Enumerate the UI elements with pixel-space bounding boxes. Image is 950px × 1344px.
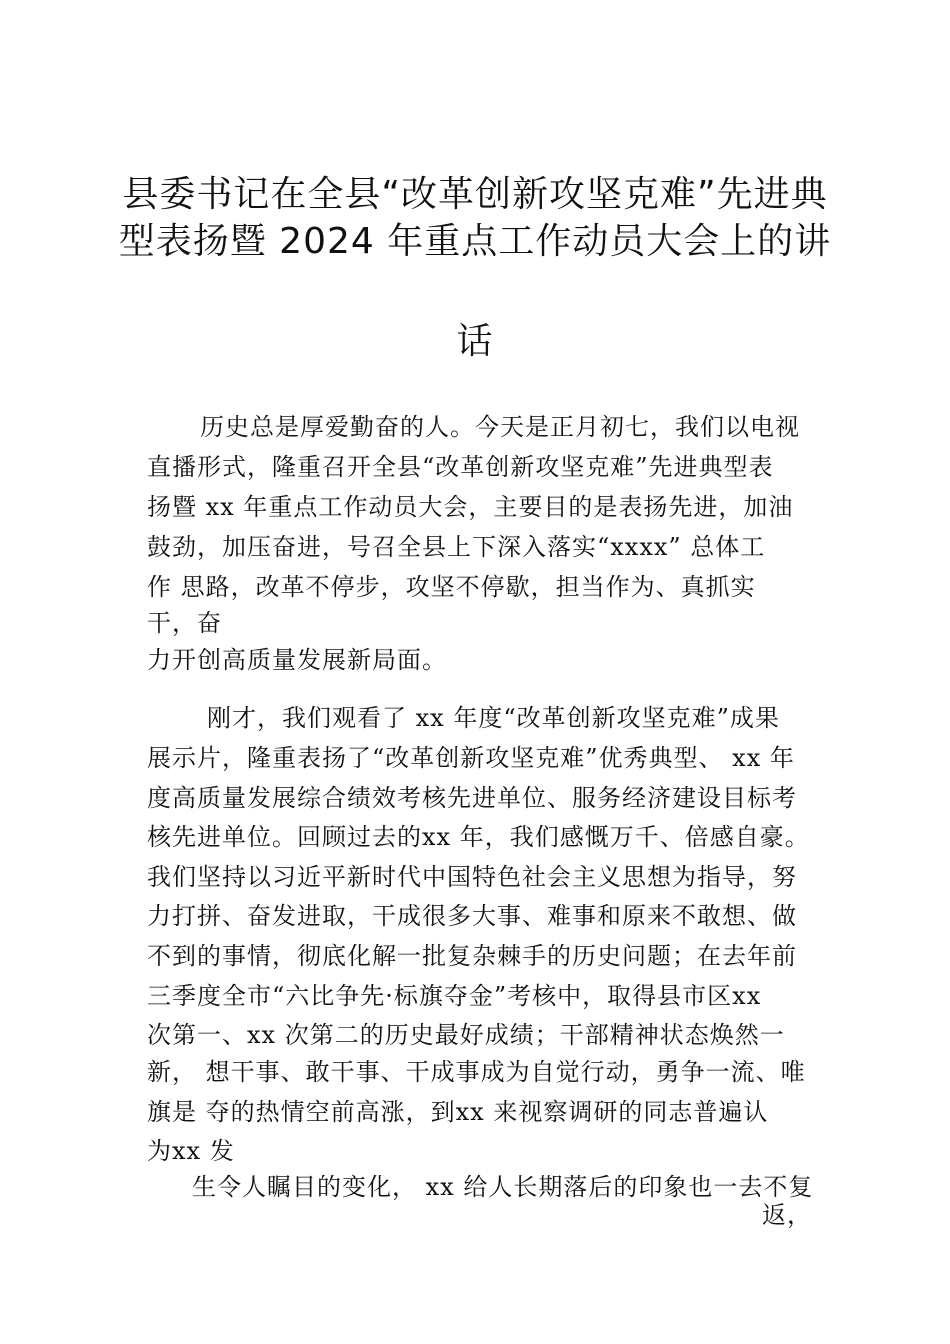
title-line: 型表扬暨 2024 年重点工作动员大会上的讲: [118, 221, 832, 262]
paragraph-line: 力打拼、奋发进取，干成很多大事、难事和原来不敢想、做: [147, 902, 797, 930]
paragraph-line: 为xx 发: [147, 1137, 235, 1165]
paragraph-line: 度高质量发展综合绩效考核先进单位、服务经济建设目标考: [147, 784, 797, 812]
paragraph-line: 刚才，我们观看了 xx 年度“改革创新攻坚克难”成果: [207, 704, 780, 732]
paragraph-line: 鼓劲，加压奋进，号召全县上下深入落实“xxxx” 总体工: [147, 533, 766, 561]
paragraph-line: 新， 想干事、敢干事、干成事成为自觉行动，勇争一流、唯: [147, 1058, 806, 1086]
paragraph-line: 生令人瞩目的变化， xx 给人长期落后的印象也一去不复: [192, 1173, 814, 1201]
paragraph-line: 直播形式，隆重召开全县“改革创新攻坚克难”先进典型表: [147, 453, 774, 481]
paragraph-line: 返，: [762, 1201, 812, 1229]
paragraph-line: 干，奋: [147, 609, 222, 637]
paragraph-line: 核先进单位。回顾过去的xx 年，我们感慨万千、倍感自豪。: [147, 823, 810, 851]
paragraph-line: 扬暨 xx 年重点工作动员大会，主要目的是表扬先进，加油: [147, 493, 794, 521]
paragraph-line: 作 思路，改革不停步，攻坚不停歇，担当作为、真抓实: [147, 573, 756, 601]
paragraph-line: 三季度全市“六比争先·标旗夺金”考核中，取得县市区xx: [147, 982, 762, 1010]
paragraph-line: 力开创高质量发展新局面。: [147, 646, 447, 674]
paragraph-line: 我们坚持以习近平新时代中国特色社会主义思想为指导，努: [147, 863, 797, 891]
paragraph-line: 不到的事情，彻底化解一批复杂棘手的历史问题；在去年前: [147, 942, 797, 970]
paragraph-line: 展示片，隆重表扬了“改革创新攻坚克难”优秀典型、 xx 年: [147, 744, 795, 772]
paragraph-line: 历史总是厚爱勤奋的人。今天是正月初七，我们以电视: [200, 413, 800, 441]
title-line: 县委书记在全县“改革创新攻坚克难”先进典: [122, 174, 828, 215]
paragraph-line: 旗是 夺的热情空前高涨，到xx 来视察调研的同志普遍认: [147, 1098, 769, 1126]
title-line: 话: [456, 321, 494, 362]
paragraph-line: 次第一、xx 次第二的历史最好成绩；干部精神状态焕然一: [147, 1021, 785, 1049]
